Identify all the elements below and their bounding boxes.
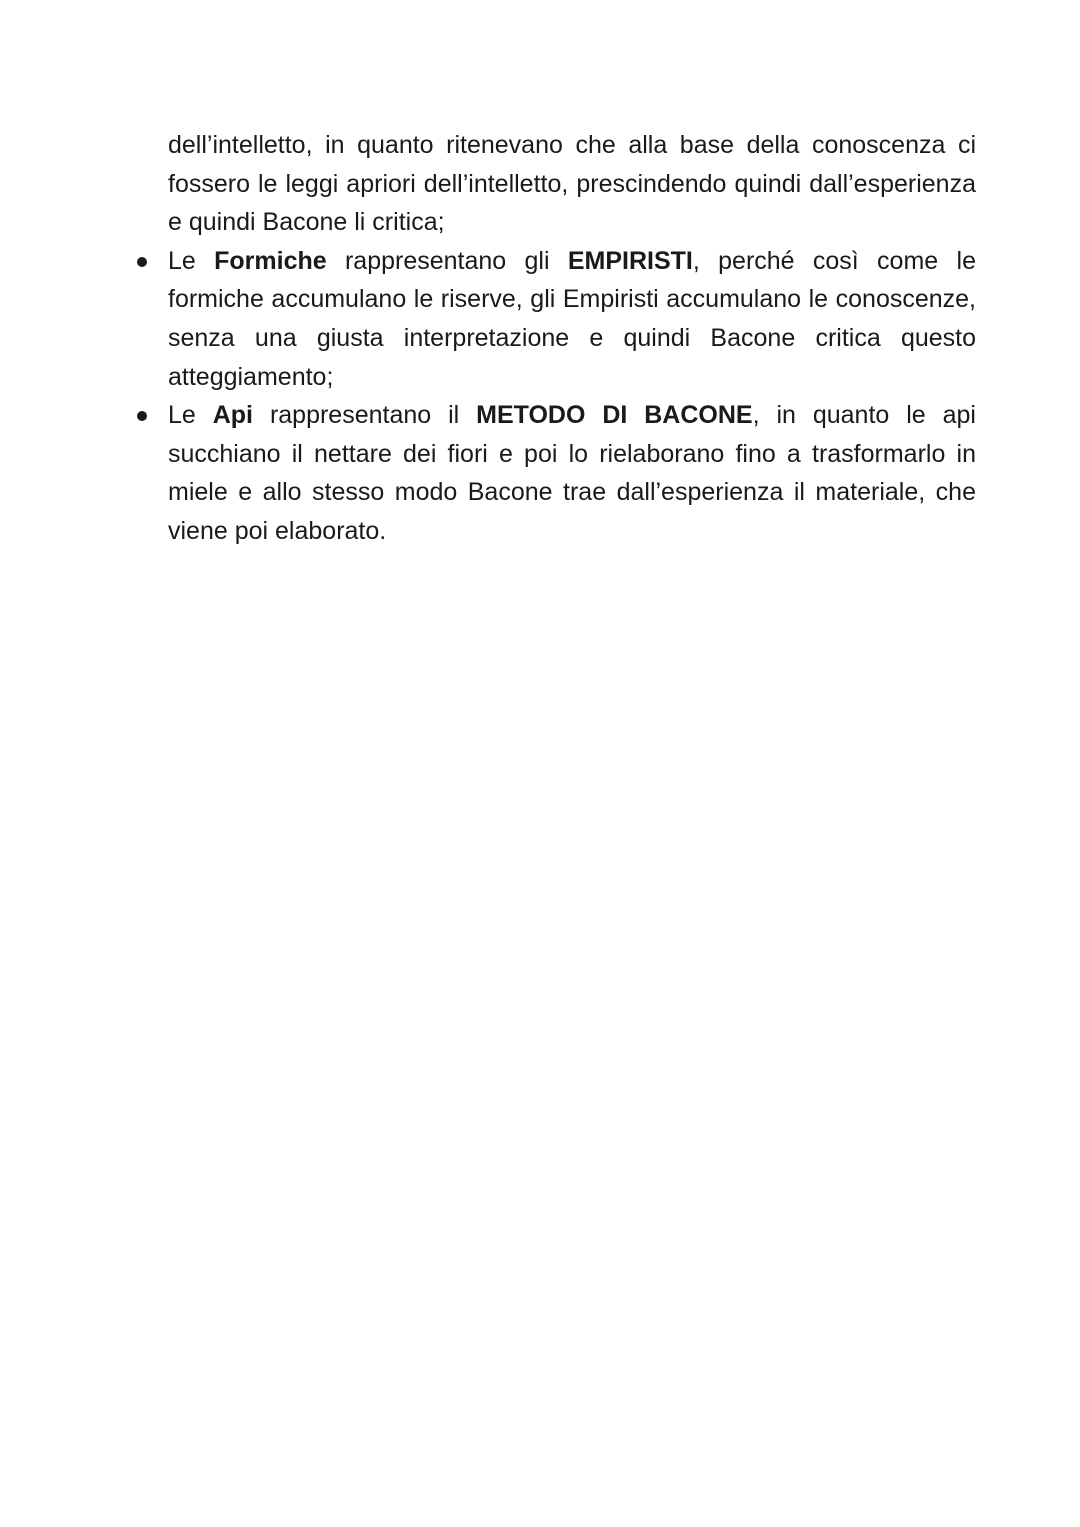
bold-term: Api	[212, 401, 254, 430]
list-item	[168, 242, 976, 396]
list-item	[168, 396, 976, 550]
bullet-paragraph-api: Le Api rappresentano il METODO DI BACONE, in quanto le api succhiano il nettare dei fiori e poi lo rielaborano fino a trasformarlo in miele e allo stesso modo Bacone trae dall’esperienza il materiale, che viene poi elaborato.	[168, 401, 976, 545]
bullet-paragraph-formiche: Le Formiche rappresentano gli EMPIRISTI, perché così come le formiche accumulano le riserve, gli Empiristi accumulano le conoscenze, senza una giusta interpretazione e quindi Bacone critica questo atteggiamento;	[168, 246, 976, 391]
bullet-icon	[137, 257, 147, 267]
continuation-paragraph: dell’intelletto, in quanto ritenevano che alla base della conoscenza ci fossero le leggi apriori dell’intelletto, prescindendo quindi dall’esperienza e quindi Bacone li critica;	[168, 131, 976, 237]
bold-term: EMPIRISTI	[567, 246, 693, 275]
document-body	[168, 126, 976, 551]
bold-term: METODO DI BACONE	[476, 401, 753, 430]
bullet-icon	[137, 411, 147, 421]
bold-term: Formiche	[214, 246, 327, 275]
